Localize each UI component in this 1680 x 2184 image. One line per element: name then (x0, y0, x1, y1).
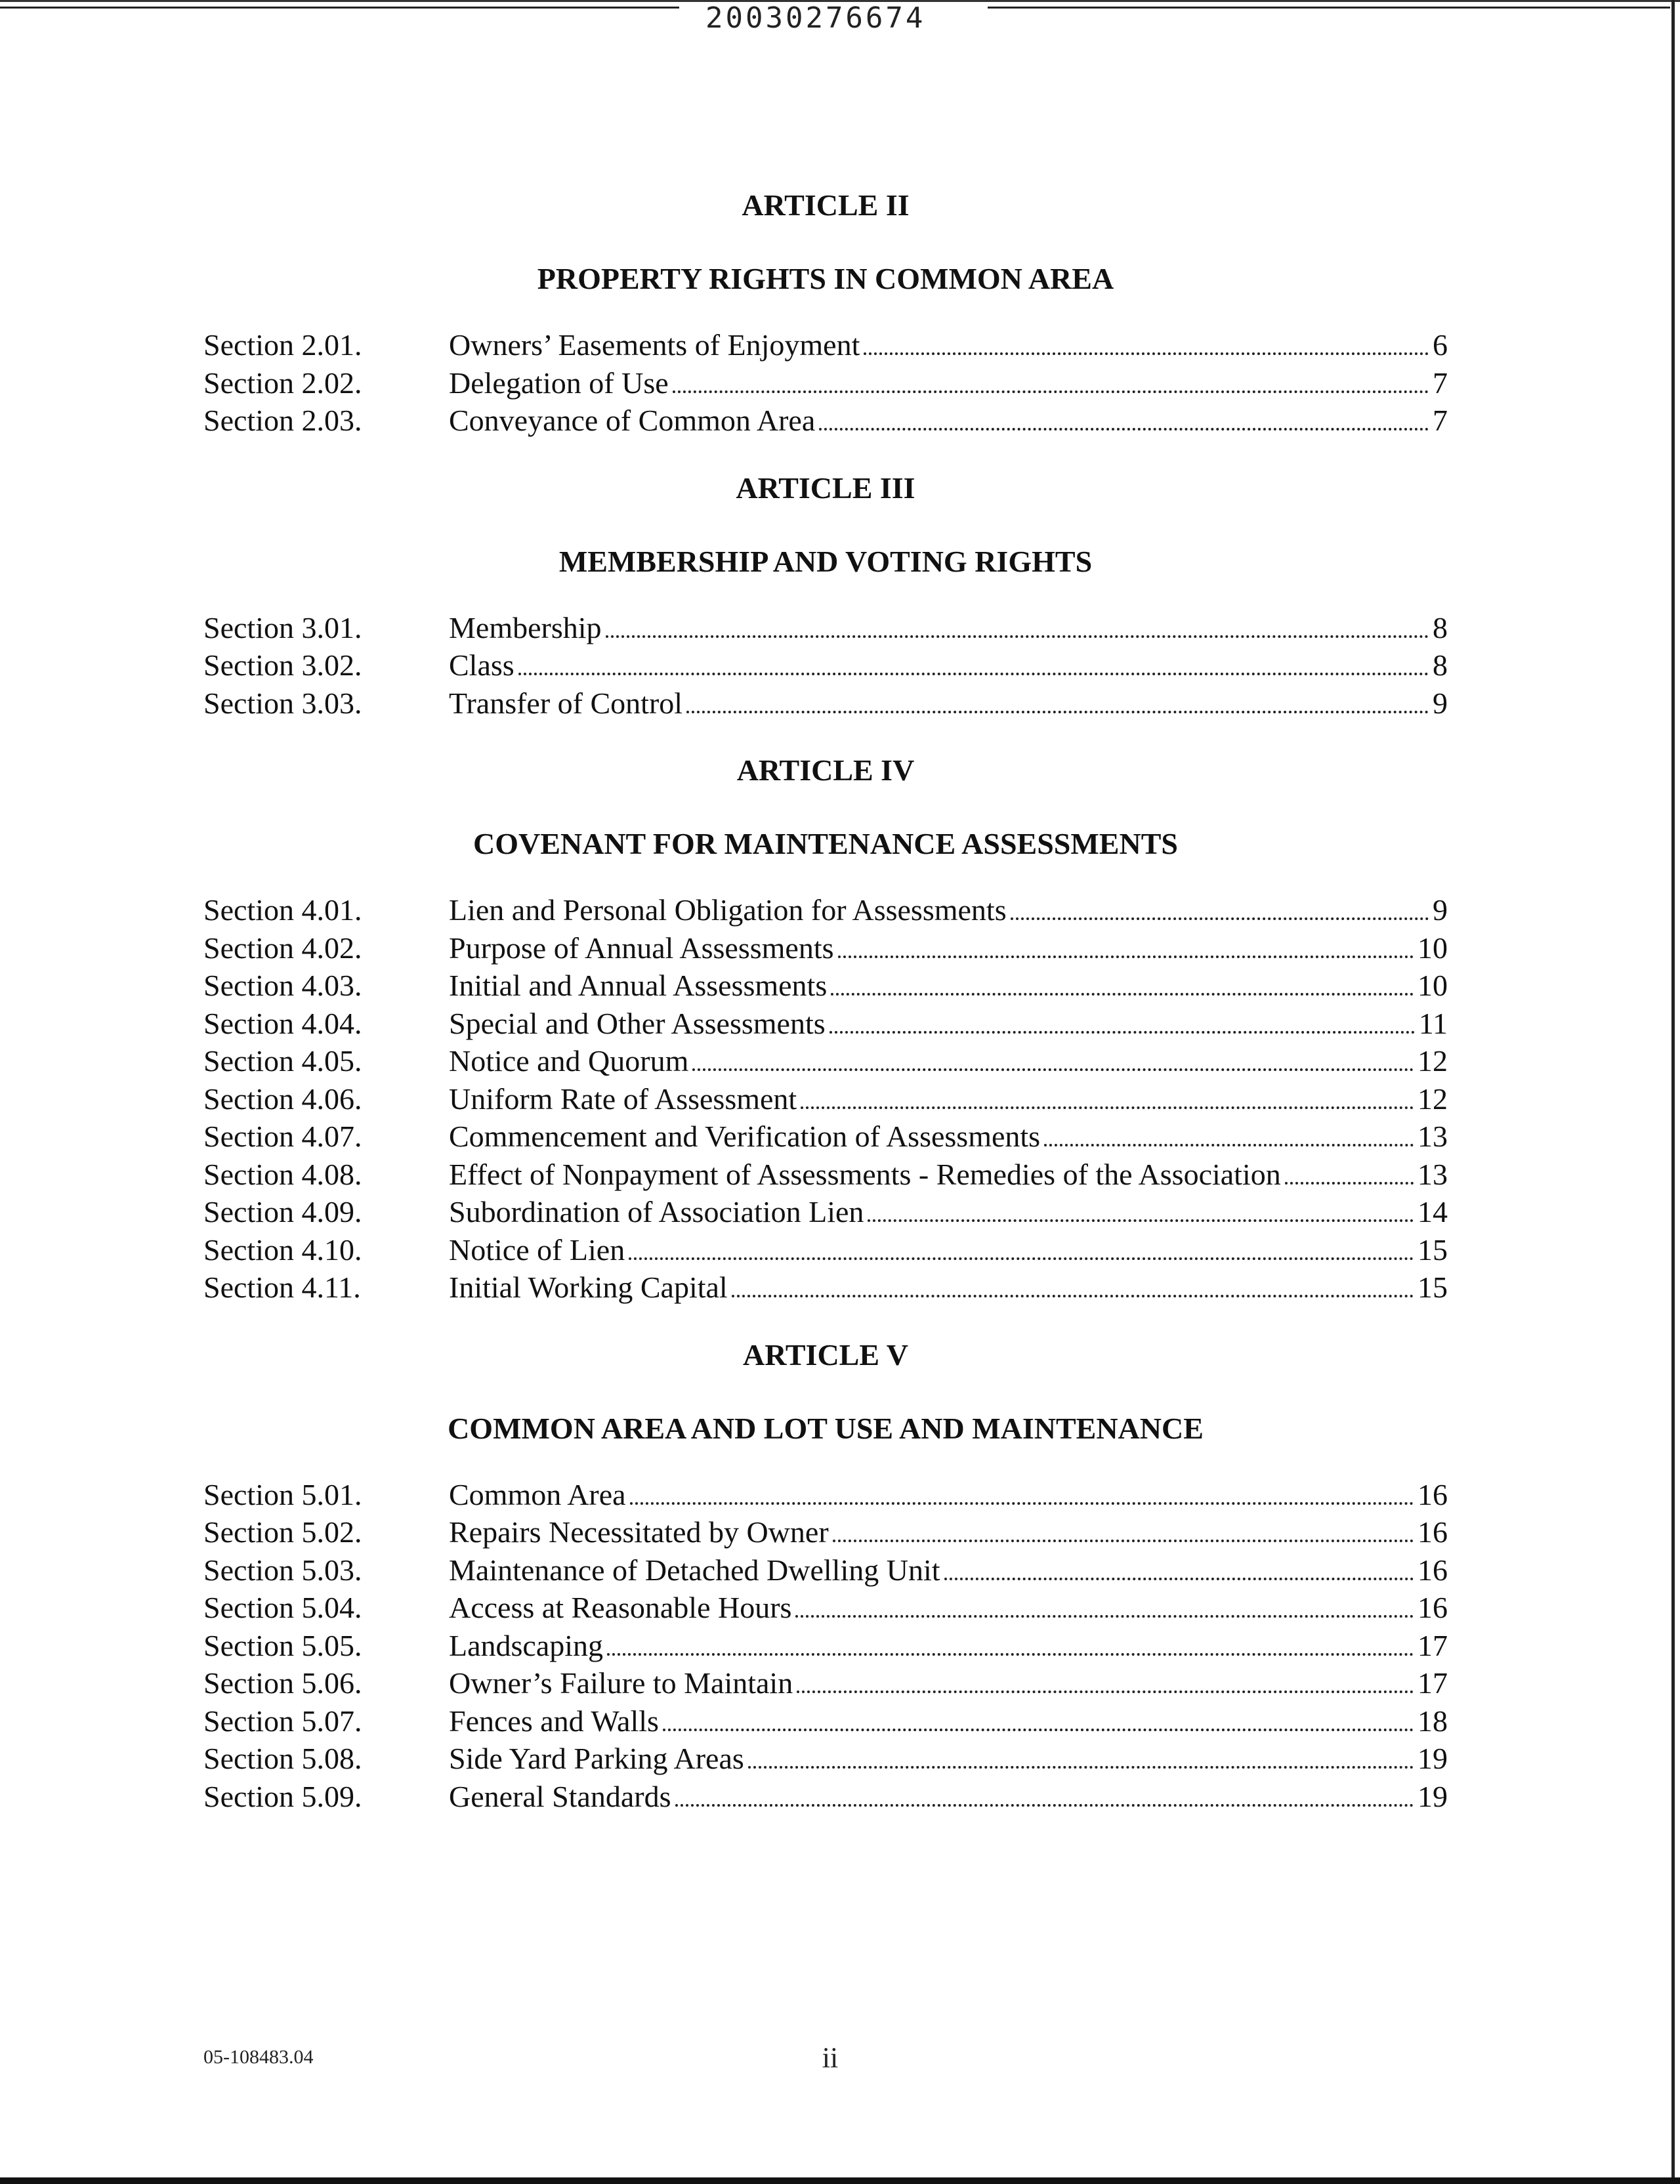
toc-entry (203, 1740, 1448, 1778)
section-number: Section 5.07. (203, 1704, 362, 1738)
header-rule-left (0, 7, 679, 9)
section-number: Section 4.07. (203, 1120, 362, 1153)
section-title: Initial Working Capital (449, 1270, 728, 1304)
section-title: Maintenance of Detached Dwelling Unit (449, 1553, 940, 1587)
dot-leader (748, 1766, 1414, 1769)
page-number: 8 (1433, 610, 1448, 644)
page-number: 17 (1418, 1666, 1448, 1700)
section-number: Section 4.08. (203, 1157, 362, 1191)
dot-leader (1011, 917, 1429, 920)
dot-leader (819, 428, 1429, 430)
section-number: Section 4.05. (203, 1044, 362, 1078)
page-number: 10 (1418, 931, 1448, 965)
toc-entry (203, 1118, 1448, 1156)
scan-edge-right (1671, 0, 1675, 2184)
toc-entry (203, 684, 1448, 723)
toc-entry (203, 1269, 1448, 1307)
section-number: Section 4.03. (203, 969, 362, 1002)
toc-entry (203, 646, 1448, 684)
toc-entry (203, 1080, 1448, 1118)
page-number: 16 (1418, 1591, 1448, 1624)
dot-leader (944, 1578, 1414, 1580)
toc-entry (203, 326, 1448, 364)
section-number: Section 5.08. (203, 1742, 362, 1775)
article-heading: ARTICLE III (736, 471, 915, 505)
section-number: Section 3.03. (203, 686, 362, 720)
dot-leader (831, 993, 1414, 996)
section-list (203, 1476, 1448, 1816)
section-title: Initial and Annual Assessments (449, 969, 828, 1002)
page-number: 6 (1433, 328, 1448, 362)
article-title: MEMBERSHIP AND VOTING RIGHTS (558, 544, 1093, 578)
toc-entry (203, 891, 1448, 929)
dot-leader (518, 673, 1429, 675)
toc-entry (203, 1551, 1448, 1589)
section-number: Section 5.05. (203, 1628, 362, 1662)
dot-leader (838, 956, 1414, 958)
toc-entry (203, 609, 1448, 647)
article-title: PROPERTY RIGHTS IN COMMON AREA (537, 262, 1114, 295)
section-title: Subordination of Association Lien (449, 1195, 864, 1228)
section-title: Notice of Lien (449, 1232, 625, 1267)
toc-entry (203, 1664, 1448, 1702)
section-number: Section 3.01. (203, 610, 362, 644)
toc-entry (203, 1513, 1448, 1551)
article-title: COVENANT FOR MAINTENANCE ASSESSMENTS (473, 827, 1178, 860)
page-number: 16 (1418, 1553, 1448, 1587)
section-title: Purpose of Annual Assessments (449, 931, 834, 965)
section-title: Notice and Quorum (449, 1044, 689, 1078)
page-number: 17 (1418, 1628, 1448, 1662)
section-number: Section 5.03. (203, 1553, 362, 1587)
page-number: 14 (1418, 1195, 1448, 1228)
section-number: Section 4.04. (203, 1006, 362, 1040)
section-title: Transfer of Control (449, 686, 683, 720)
page-number: 12 (1418, 1082, 1448, 1116)
section-number: Section 4.10. (203, 1232, 362, 1267)
footer-document-code: 05-108483.04 (203, 2046, 314, 2068)
section-title: Common Area (449, 1477, 626, 1511)
dot-leader (629, 1257, 1414, 1260)
section-title: Landscaping (449, 1628, 604, 1662)
page-number: 16 (1418, 1477, 1448, 1511)
toc-entry (203, 1193, 1448, 1231)
section-title: Delegation of Use (449, 366, 669, 400)
article-title: COMMON AREA AND LOT USE AND MAINTENANCE (448, 1411, 1204, 1445)
page-number: 9 (1433, 893, 1448, 927)
section-number: Section 4.01. (203, 893, 362, 927)
dot-leader (830, 1031, 1415, 1034)
footer-page-number: ii (822, 2042, 839, 2074)
dot-leader (868, 1219, 1414, 1222)
page-number: 7 (1433, 366, 1448, 400)
section-title: Special and Other Assessments (449, 1006, 826, 1040)
dot-leader (673, 390, 1429, 393)
section-title: Repairs Necessitated by Owner (449, 1515, 829, 1549)
dot-leader (797, 1690, 1414, 1693)
dot-leader (663, 1729, 1414, 1731)
page-number: 7 (1433, 404, 1448, 437)
article-heading: ARTICLE V (743, 1337, 908, 1372)
page-number: 13 (1418, 1157, 1448, 1191)
section-title: Owners’ Easements of Enjoyment (449, 328, 860, 362)
article-block (203, 1335, 1448, 1816)
section-title: Conveyance of Common Area (449, 404, 816, 437)
toc-entry (203, 1627, 1448, 1665)
toc-entry (203, 1476, 1448, 1514)
section-title: Owner’s Failure to Maintain (449, 1666, 793, 1700)
toc-entry (203, 1702, 1448, 1740)
page-number: 15 (1418, 1232, 1448, 1267)
section-number: Section 3.02. (203, 648, 362, 682)
section-title: Class (449, 648, 514, 682)
section-number: Section 4.11. (203, 1270, 361, 1304)
dot-leader (686, 711, 1429, 713)
page-number: 12 (1418, 1044, 1448, 1078)
article-heading: ARTICLE IV (736, 753, 915, 787)
header-rule-right (988, 7, 1670, 9)
article-block (203, 186, 1448, 440)
dot-leader (606, 635, 1429, 638)
dot-leader (675, 1804, 1414, 1807)
section-number: Section 5.01. (203, 1477, 362, 1511)
toc-entry (203, 1156, 1448, 1194)
dot-leader (864, 352, 1429, 355)
section-title: Commencement and Verification of Assessments (449, 1120, 1041, 1153)
dot-leader (1044, 1144, 1414, 1146)
page-number: 15 (1418, 1270, 1448, 1304)
section-title: Fences and Walls (449, 1704, 659, 1738)
toc-entry (203, 1231, 1448, 1269)
section-number: Section 5.09. (203, 1779, 362, 1813)
toc-entry (203, 929, 1448, 967)
dot-leader (692, 1068, 1414, 1071)
section-list (203, 891, 1448, 1307)
section-title: Access at Reasonable Hours (449, 1591, 792, 1624)
section-number: Section 2.01. (203, 328, 362, 362)
article-block (203, 469, 1448, 723)
page-number: 9 (1433, 686, 1448, 720)
dot-leader (630, 1502, 1414, 1505)
section-title: Membership (449, 610, 602, 644)
dot-leader (801, 1106, 1414, 1109)
page-number: 16 (1418, 1515, 1448, 1549)
toc-entry (203, 1005, 1448, 1043)
section-title: Side Yard Parking Areas (449, 1742, 744, 1775)
toc-entry (203, 1778, 1448, 1816)
section-title: Effect of Nonpayment of Assessments - Remedies of the Association (449, 1157, 1281, 1191)
page-number: 13 (1418, 1120, 1448, 1153)
toc-entry (203, 967, 1448, 1005)
table-of-contents (203, 186, 1448, 1844)
section-number: Section 2.03. (203, 404, 362, 437)
page-number: 8 (1433, 648, 1448, 682)
page-number: 10 (1418, 969, 1448, 1002)
document-number: 20030276674 (705, 1, 926, 35)
section-number: Section 4.06. (203, 1082, 362, 1116)
dot-leader (607, 1653, 1414, 1656)
article-heading: ARTICLE II (742, 188, 910, 222)
toc-entry (203, 364, 1448, 402)
dot-leader (1285, 1182, 1414, 1185)
section-list (203, 609, 1448, 723)
section-number: Section 4.09. (203, 1195, 362, 1228)
section-title: Lien and Personal Obligation for Assessments (449, 893, 1007, 927)
section-number: Section 5.06. (203, 1666, 362, 1700)
article-block (203, 751, 1448, 1307)
page-number: 19 (1418, 1742, 1448, 1775)
dot-leader (833, 1540, 1414, 1542)
section-number: Section 4.02. (203, 931, 362, 965)
dot-leader (732, 1295, 1414, 1297)
section-title: Uniform Rate of Assessment (449, 1082, 797, 1116)
scan-edge-bottom (0, 2177, 1680, 2184)
toc-entry (203, 1042, 1448, 1080)
section-number: Section 5.04. (203, 1591, 362, 1624)
section-list (203, 326, 1448, 440)
toc-entry (203, 1589, 1448, 1627)
page-number: 18 (1418, 1704, 1448, 1738)
toc-entry (203, 402, 1448, 440)
section-number: Section 2.02. (203, 366, 362, 400)
section-number: Section 5.02. (203, 1515, 362, 1549)
section-title: General Standards (449, 1779, 671, 1813)
dot-leader (795, 1615, 1414, 1618)
page-number: 11 (1418, 1006, 1448, 1040)
page-number: 19 (1418, 1779, 1448, 1813)
